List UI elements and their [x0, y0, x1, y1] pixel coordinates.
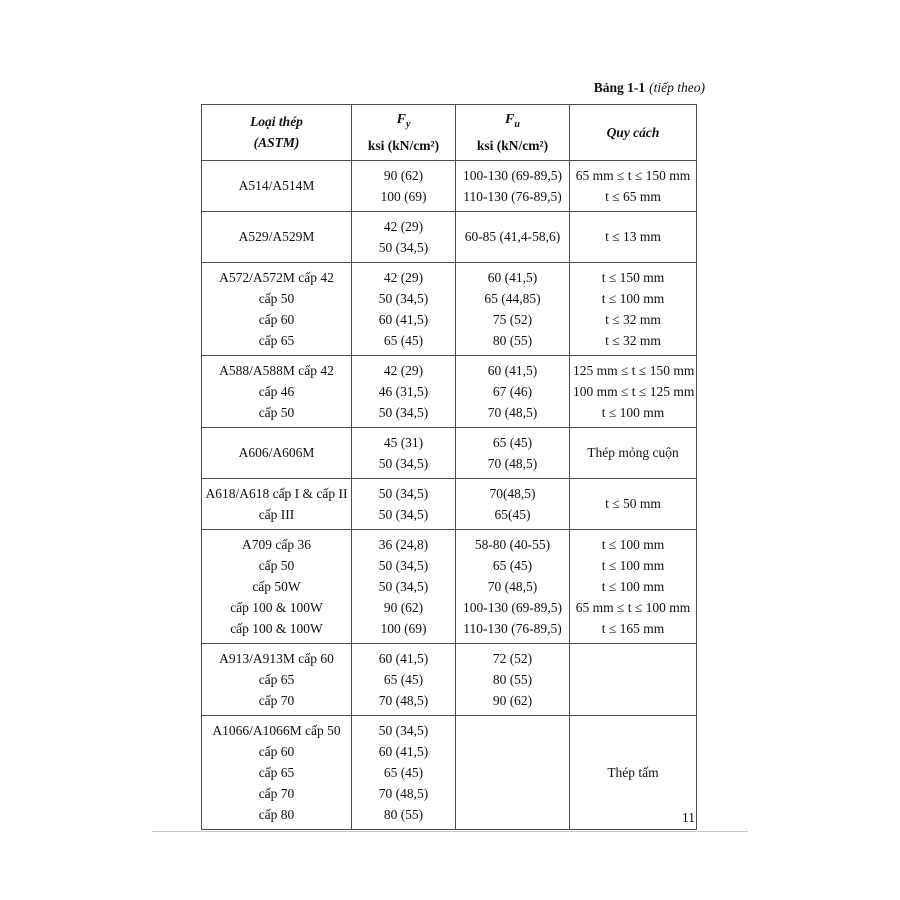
column-header: $F_u$ ksi (kN/cm²) [456, 105, 570, 161]
cell-steel-type: A588/A588M cấp 42 cấp 46 cấp 50 [202, 355, 352, 427]
cell-steel-type: A514/A514M [202, 160, 352, 211]
table-row [202, 643, 697, 715]
cell-spec: t ≤ 100 mm t ≤ 100 mm t ≤ 100 mm 65 mm ≤ t ≤ 100 mm t ≤ 165 mm [570, 529, 697, 643]
table-row [202, 529, 697, 643]
table-header-row [202, 105, 697, 161]
cell-spec: t ≤ 13 mm [570, 211, 697, 262]
caption-label: Bảng 1-1 [593, 80, 646, 95]
cell-fy-values: 50 (34,5) 50 (34,5) [352, 478, 456, 529]
table-row [202, 478, 697, 529]
table-row [202, 355, 697, 427]
table-caption [200, 79, 705, 97]
column-header: Loại thép (ASTM) [202, 105, 352, 161]
cell-fy-values: 36 (24,8) 50 (34,5) 50 (34,5) 90 (62) 100 (69) [352, 529, 456, 643]
cell-spec: Thép tấm [570, 715, 697, 829]
cell-steel-type: A572/A572M cấp 42 cấp 50 cấp 60 cấp 65 [202, 262, 352, 355]
table-body [202, 160, 697, 829]
cell-steel-type: A618/A618 cấp I & cấp II cấp III [202, 478, 352, 529]
cell-fu-values: 72 (52) 80 (55) 90 (62) [456, 643, 570, 715]
table-row [202, 262, 697, 355]
cell-spec: t ≤ 50 mm [570, 478, 697, 529]
cell-steel-type: A606/A606M [202, 427, 352, 478]
cell-fu-values: 60 (41,5) 67 (46) 70 (48,5) [456, 355, 570, 427]
column-header: $F_y$ ksi (kN/cm²) [352, 105, 456, 161]
cell-fy-values: 42 (29) 50 (34,5) 60 (41,5) 65 (45) [352, 262, 456, 355]
cell-spec [570, 643, 697, 715]
cell-fy-values: 42 (29) 46 (31,5) 50 (34,5) [352, 355, 456, 427]
page-number: 11 [682, 810, 695, 825]
cell-spec: Thép mỏng cuộn [570, 427, 697, 478]
cell-fu-values: 70(48,5) 65(45) [456, 478, 570, 529]
cell-steel-type: A1066/A1066M cấp 50 cấp 60 cấp 65 cấp 70 cấp 80 [202, 715, 352, 829]
cell-fy-values: 90 (62) 100 (69) [352, 160, 456, 211]
steel-grades-table-wrapper [201, 104, 696, 830]
cell-fy-values: 45 (31) 50 (34,5) [352, 427, 456, 478]
cell-fu-values: 65 (45) 70 (48,5) [456, 427, 570, 478]
table-row [202, 427, 697, 478]
cell-fu-values: 58-80 (40-55) 65 (45) 70 (48,5) 100-130 (69-89,5) 110-130 (76-89,5) [456, 529, 570, 643]
cell-fy-values: 50 (34,5) 60 (41,5) 65 (45) 70 (48,5) 80 (55) [352, 715, 456, 829]
cell-fu-values: 60-85 (41,4-58,6) [456, 211, 570, 262]
cell-spec: 65 mm ≤ t ≤ 150 mm t ≤ 65 mm [570, 160, 697, 211]
caption-continuation: (tiếp theo) [649, 80, 705, 95]
footer-divider [152, 831, 748, 832]
table-row [202, 160, 697, 211]
cell-steel-type: A529/A529M [202, 211, 352, 262]
cell-fy-values: 42 (29) 50 (34,5) [352, 211, 456, 262]
cell-spec: 125 mm ≤ t ≤ 150 mm 100 mm ≤ t ≤ 125 mm t ≤ 100 mm [570, 355, 697, 427]
cell-steel-type: A709 cấp 36 cấp 50 cấp 50W cấp 100 & 100W cấp 100 & 100W [202, 529, 352, 643]
steel-grades-table [201, 104, 697, 830]
cell-fu-values: 60 (41,5) 65 (44,85) 75 (52) 80 (55) [456, 262, 570, 355]
table-row [202, 211, 697, 262]
cell-spec: t ≤ 150 mm t ≤ 100 mm t ≤ 32 mm t ≤ 32 mm [570, 262, 697, 355]
column-header: Quy cách [570, 105, 697, 161]
cell-fy-values: 60 (41,5) 65 (45) 70 (48,5) [352, 643, 456, 715]
cell-fu-values: 100-130 (69-89,5) 110-130 (76-89,5) [456, 160, 570, 211]
cell-steel-type: A913/A913M cấp 60 cấp 65 cấp 70 [202, 643, 352, 715]
